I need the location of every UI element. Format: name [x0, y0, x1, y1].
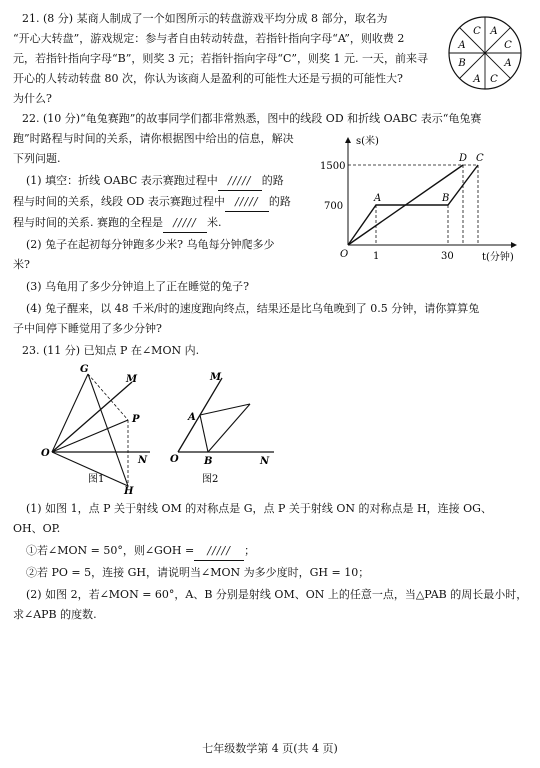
q22-line3: 下列问题.: [13, 152, 61, 165]
x-tick-1: 1: [373, 251, 380, 262]
q21-line5: 为什么?: [13, 92, 52, 105]
fig1-point-H: H: [124, 486, 134, 497]
answer-blank[interactable]: /////: [225, 193, 269, 212]
q22-part4-line2: 子中间停下睡觉用了多少分钟?: [13, 322, 162, 335]
wheel-label: C: [473, 26, 481, 37]
q22-part1-line2: 程与时间的关系，线段 OD 表示赛跑过程中 ///// 的路: [13, 193, 291, 212]
q21-line3: 元，若指针指向字母“B”，则奖 3 元；若指针指向字母“C”，则奖 1 元. 一天，前来寻: [13, 52, 428, 65]
q22-part4-line1: (4) 兔子醒来，以 48 千米/时的速度跑向终点，结果还是比乌龟晚到了 0.5 分钟，请你算算兔: [26, 302, 480, 315]
fig1-point-N: N: [138, 455, 148, 466]
fig1-point-G: G: [80, 364, 89, 375]
figure-1: [38, 360, 158, 495]
answer-blank[interactable]: /////: [163, 214, 207, 233]
wheel-label: C: [504, 40, 512, 51]
q23-part1-line1: (1) 如图 1，点 P 关于射线 OM 的对称点是 G，点 P 关于射线 ON 的对称点是 H，连接 OG、: [26, 502, 492, 515]
q23-part1-sub1: ①若∠MON = 50°，则∠GOH = ///// ；: [26, 542, 255, 561]
q22-part2-line2: 米?: [13, 258, 30, 271]
y-axis-label: s(米): [356, 136, 379, 147]
wheel-label: A: [473, 74, 481, 85]
q21-line4: 开心的人转动转盘 80 次，你认为该商人是盈利的可能性大还是亏损的可能性大?: [13, 72, 403, 85]
point-A-label: A: [374, 193, 382, 204]
q21-line1: 21. (8 分) 某商人制成了一个如图所示的转盘游戏平均分成 8 部分，取名为: [22, 12, 388, 25]
point-C-label: C: [476, 153, 484, 164]
q22-part1-line3: 程与时间的关系. 赛跑的全程是 ///// 米.: [13, 214, 222, 233]
wheel-label: A: [504, 58, 512, 69]
q23-part2-line2: 求∠APB 的度数.: [13, 608, 97, 621]
fig2-point-N: N: [260, 456, 270, 467]
fig2-point-A: A: [188, 412, 196, 423]
q22-part3: (3) 乌龟用了多少分钟追上了正在睡觉的兔子?: [26, 280, 249, 293]
q22-part1-line1: (1) 填空：折线 OABC 表示赛跑过程中 ///// 的路: [26, 172, 284, 191]
wheel-label: A: [458, 40, 466, 51]
y-tick-1500: 1500: [320, 161, 346, 172]
race-graph: [318, 130, 528, 268]
origin-label: O: [340, 249, 349, 260]
spinner-wheel: [446, 14, 524, 92]
x-axis-label: t(分钟): [482, 252, 514, 263]
answer-blank[interactable]: /////: [194, 542, 244, 561]
fig2-point-M: M: [210, 372, 222, 383]
point-D-label: D: [459, 153, 468, 164]
fig1-point-P: P: [132, 414, 140, 425]
hare-path-OABC: [348, 165, 478, 245]
q23-part1-sub2: ②若 PO = 5，连接 GH，请说明当∠MON 为多少度时，GH = 10；: [26, 566, 370, 579]
fig2-point-B: B: [204, 456, 213, 467]
answer-blank[interactable]: /////: [218, 172, 262, 191]
q22-part2-line1: (2) 兔子在起初每分钟跑多少米? 乌龟每分钟爬多少: [26, 238, 275, 251]
wheel-label: C: [490, 74, 498, 85]
q22-line2: 跑”时路程与时间的关系，请你根据图中给出的信息，解决: [13, 132, 294, 145]
fig1-point-O: O: [41, 448, 50, 459]
q21-line2: “开心大转盘”，游戏规定：参与者自由转动转盘，若指针指向字母“A”，则收费 2: [13, 32, 405, 45]
wheel-label: B: [458, 58, 466, 69]
fig2-caption: 图2: [202, 474, 219, 485]
page-footer: 七年级数学第 4 页(共 4 页): [202, 742, 338, 755]
fig2-point-O: O: [170, 454, 179, 465]
y-tick-700: 700: [324, 201, 344, 212]
q23-part2-line1: (2) 如图 2，若∠MON = 60°，A、B 分别是射线 OM、ON 上的任意一点，当△PAB 的周长最小时，: [26, 588, 528, 601]
point-B-label: B: [442, 193, 450, 204]
fig1-point-M: M: [126, 374, 138, 385]
figure-2: [170, 360, 282, 485]
q23-part1-line2: OH、OP.: [13, 522, 61, 535]
q23-line1: 23. (11 分) 已知点 P 在∠MON 内.: [22, 344, 200, 357]
q22-line1: 22. (10 分)“龟兔赛跑”的故事同学们都非常熟悉，图中的线段 OD 和折线 OABC 表示“龟兔赛: [22, 112, 482, 125]
fig1-caption: 图1: [88, 474, 105, 485]
x-tick-30: 30: [441, 251, 454, 262]
wheel-label: A: [490, 26, 498, 37]
